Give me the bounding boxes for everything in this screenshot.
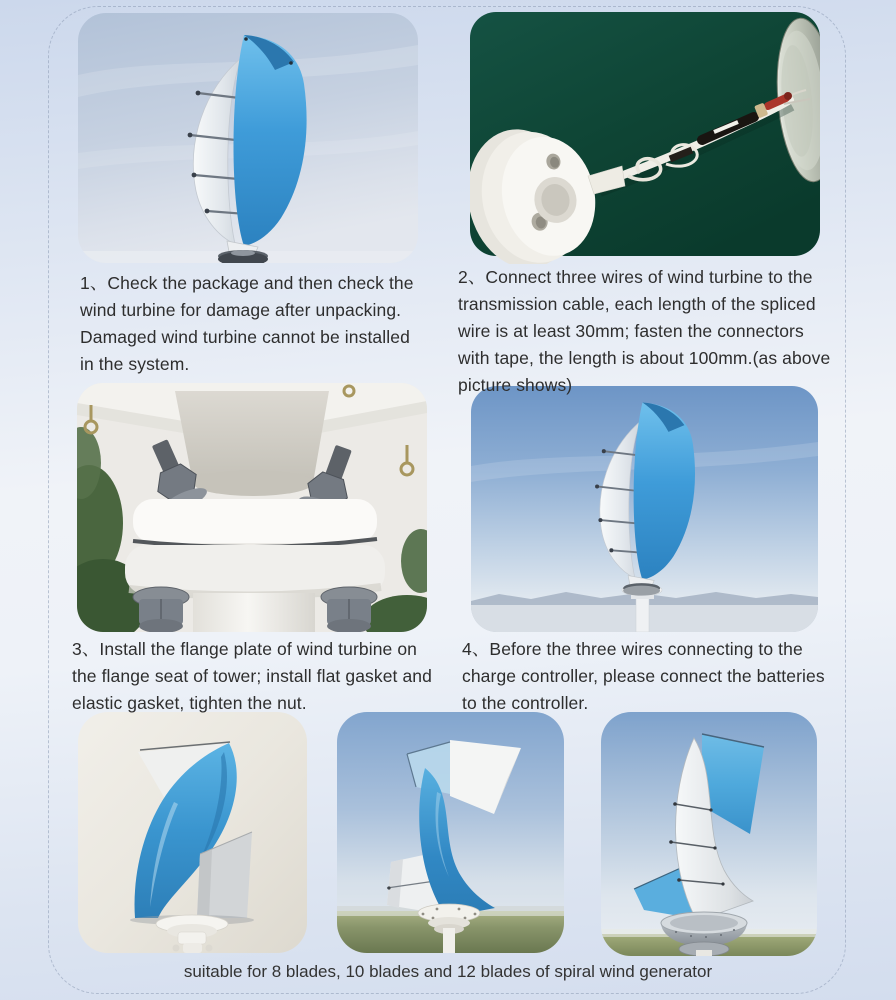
flange-upper-plate xyxy=(133,499,377,543)
step2-caption xyxy=(458,264,868,399)
blades12-photo-art xyxy=(601,712,817,956)
caption-line: wind turbine for damage after unpacking. xyxy=(80,300,402,320)
footer-caption: suitable for 8 blades, 10 blades and 12 blades of spiral wind generator xyxy=(183,962,713,981)
generator-hub xyxy=(231,250,255,256)
cone-base xyxy=(193,470,313,496)
step3-photo-art xyxy=(77,383,427,632)
blades12-photo xyxy=(601,712,817,956)
caption-line: 4、Before the three wires connecting to the xyxy=(462,639,803,659)
tower-pole xyxy=(193,593,315,632)
generator-disc xyxy=(623,586,660,596)
strut-bolt xyxy=(387,886,390,889)
step3-photo xyxy=(77,383,427,632)
wire-tip xyxy=(784,92,792,100)
bolt-dot xyxy=(244,37,248,41)
lower-right-bolt xyxy=(321,587,377,632)
blades10-photo-art xyxy=(337,712,564,953)
caption-line: in the system. xyxy=(80,354,190,374)
caption-line: the flange seat of tower; install flat gasket and xyxy=(72,666,432,686)
step4-photo xyxy=(471,386,818,632)
bolt-dot xyxy=(289,61,293,65)
step1-photo xyxy=(78,13,418,263)
blades10-photo xyxy=(337,712,564,953)
caption-line: Damaged wind turbine cannot be installed xyxy=(80,327,410,347)
blades8-photo xyxy=(78,712,307,953)
caption-line: transmission cable, each length of the spliced xyxy=(458,294,816,314)
caption-line: picture shows) xyxy=(458,375,573,395)
caption-line: 3、Install the flange plate of wind turbine on xyxy=(72,639,417,659)
caption-line: charge controller, please connect the batteries xyxy=(462,666,825,686)
step2-photo-art xyxy=(470,12,820,264)
step3-caption xyxy=(72,636,472,717)
tower-cone xyxy=(175,391,329,483)
step4-caption xyxy=(462,636,868,717)
caption-line: 1、Check the package and then check the xyxy=(80,273,414,293)
step1-photo-art xyxy=(78,13,418,263)
lower-left-bolt xyxy=(133,587,189,632)
caption-line: to the controller. xyxy=(462,693,589,713)
step1-caption xyxy=(80,270,462,378)
caption-line: wire is at least 30mm; fasten the connectors xyxy=(458,321,804,341)
step4-photo-art xyxy=(471,386,818,632)
caption-line: elastic gasket, tighten the nut. xyxy=(72,693,307,713)
step2-photo xyxy=(470,12,820,264)
blades8-photo-art xyxy=(78,712,307,953)
caption-line: 2、Connect three wires of wind turbine to the xyxy=(458,267,813,287)
caption-line: with tape, the length is about 100mm.(as above xyxy=(458,348,831,368)
